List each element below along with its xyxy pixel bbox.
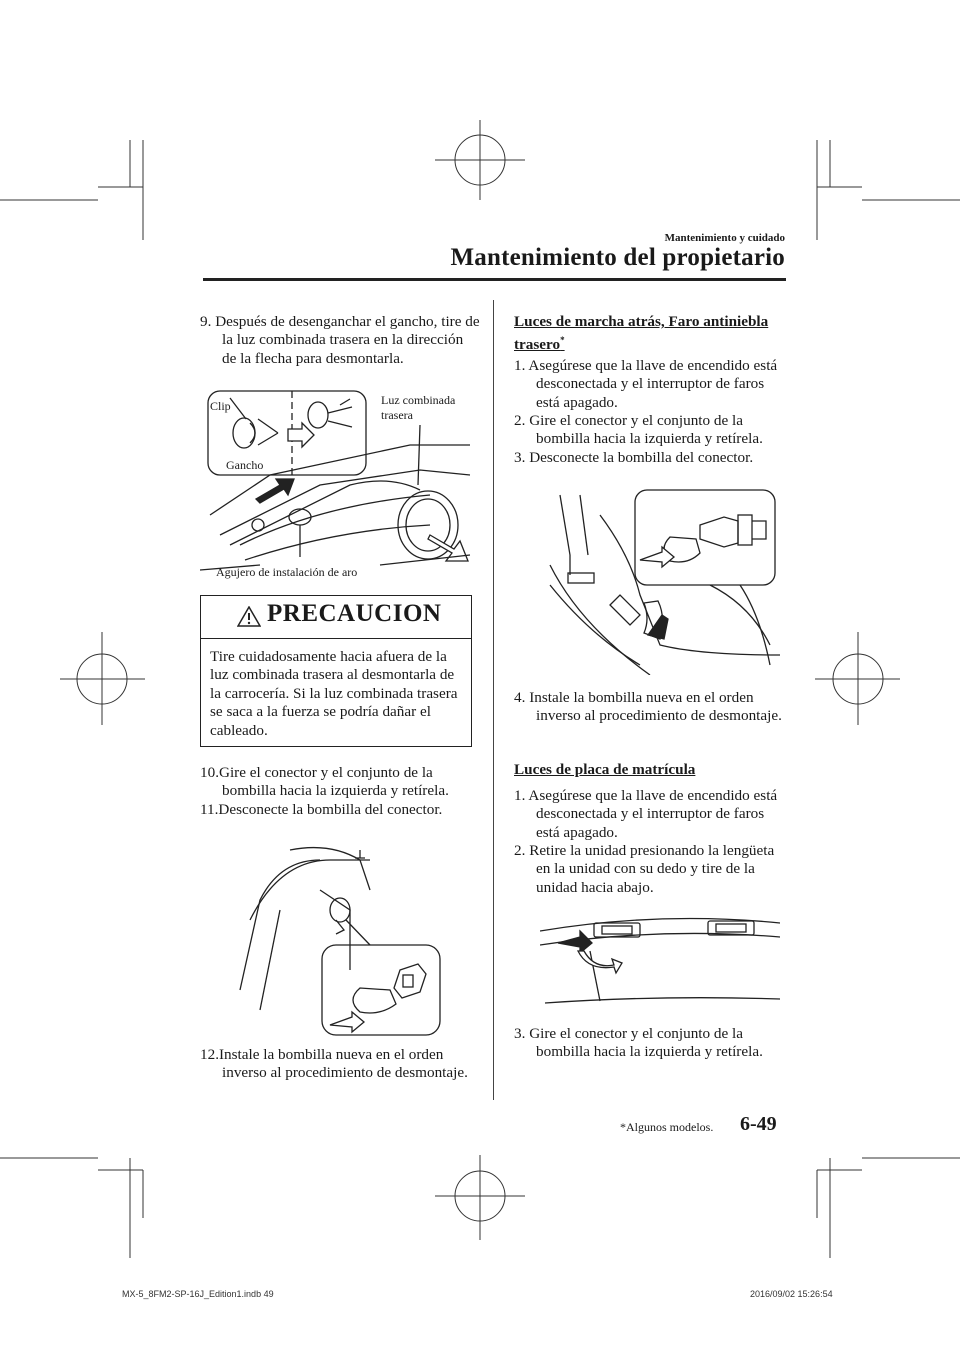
header-rule [203, 278, 786, 281]
column-divider [493, 300, 494, 1100]
step-10 [200, 764, 480, 801]
s2-step-1-number: 1. [514, 787, 526, 804]
callout-clip: Clip [210, 399, 231, 413]
s2-step-1-text: Asegúrese que la llave de encendido está desconectada y el interruptor de faros está apagado. [528, 787, 778, 841]
step-9-text: Después de desenganchar el gancho, tire de la luz combinada trasera en la dirección de la flecha para desmontarla. [215, 313, 480, 367]
s2-step-2-number: 2. [514, 842, 526, 859]
s1-step-2-number: 2. [514, 412, 526, 429]
page-title: Mantenimiento del propietario [450, 244, 785, 271]
step-12-number: 12. [200, 1046, 219, 1063]
rear-lamp-illustration [200, 385, 480, 585]
callout-agujero: Agujero de instalación de aro [216, 565, 358, 579]
figure-reverse-fog-bulb [540, 485, 780, 675]
callout-luz-combinada-2: trasera [381, 408, 413, 422]
section-title-reverse-fog-line2: trasero [514, 336, 561, 354]
s2-step-3 [514, 1025, 786, 1062]
caution-box [200, 595, 472, 747]
s1-step-1-text: Asegúrese que la llave de encendido está desconectada y el interruptor de faros está apagado. [528, 357, 778, 411]
step-10-number: 10. [200, 764, 219, 781]
s1-step-1-number: 1. [514, 357, 526, 374]
figure-rear-combination-lamp [200, 385, 480, 585]
s2-step-1 [514, 787, 786, 842]
s1-step-1 [514, 357, 786, 412]
s1-step-2 [514, 412, 786, 449]
s1-step-2-text: Gire el conector y el conjunto de la bombilla hacia la izquierda y retírela. [529, 412, 763, 448]
section-title-license-plate: Luces de placa de matrícula [514, 761, 696, 778]
s1-step-3-number: 3. [514, 449, 526, 466]
step-11-number: 11. [200, 801, 219, 818]
s1-step-4 [514, 689, 786, 726]
s1-step-3-text: Desconecte la bombilla del conector. [529, 449, 754, 466]
s1-step-4-text: Instale la bombilla nueva en el orden inverso al procedimiento de desmontaje. [529, 689, 782, 725]
step-12-text: Instale la bombilla nueva en el orden inverso al procedimiento de desmontaje. [218, 1046, 468, 1082]
figure-license-plate-lamp [540, 915, 780, 1015]
warning-triangle-icon [237, 606, 261, 627]
print-date-info: 2016/09/02 15:26:54 [750, 1289, 833, 1299]
s2-step-3-number: 3. [514, 1025, 526, 1042]
s2-step-2 [514, 842, 786, 897]
s2-step-3-text: Gire el conector y el conjunto de la bombilla hacia la izquierda y retírela. [529, 1025, 763, 1061]
section-label: Mantenimiento y cuidado [664, 232, 785, 244]
step-10-text: Gire el conector y el conjunto de la bombilla hacia la izquierda y retírela. [218, 764, 449, 800]
step-9-number: 9. [200, 313, 212, 330]
s1-step-4-number: 4. [514, 689, 526, 706]
step-11 [200, 801, 480, 819]
s2-step-2-text: Retire la unidad presionando la lengüeta en la unidad con su dedo y tire de la unidad hacia abajo. [529, 842, 775, 896]
section-title-reverse-fog [514, 313, 794, 355]
caution-title: PRECAUCION [267, 600, 442, 627]
step-11-text: Desconecte la bombilla del conector. [218, 801, 443, 818]
page-number: 6-49 [740, 1113, 777, 1135]
section-title-reverse-fog-line1: Luces de marcha atrás, Faro antiniebla [514, 313, 769, 330]
callout-gancho: Gancho [226, 458, 264, 472]
print-file-info: MX-5_8FM2-SP-16J_Edition1.indb 49 [122, 1289, 274, 1299]
caution-text: Tire cuidadosamente hacia afuera de la luz combinada trasera al desmontarla de la carrocería. Si la luz combinada trasera se saca a la fuerza se podría dañar el cableado. [210, 648, 458, 739]
caution-header [201, 596, 471, 639]
license-plate-illustration [540, 915, 780, 1015]
figure-lamp-bulb-removal [230, 840, 450, 1040]
optional-asterisk: * [560, 335, 565, 346]
callout-luz-combinada-1: Luz combinada [381, 393, 456, 407]
footnote-some-models: *Algunos modelos. [620, 1120, 714, 1134]
bulb-removal-illustration [230, 840, 450, 1040]
reverse-fog-illustration [540, 485, 780, 675]
step-9 [200, 313, 480, 368]
s1-step-3 [514, 449, 786, 467]
step-12 [200, 1046, 480, 1083]
